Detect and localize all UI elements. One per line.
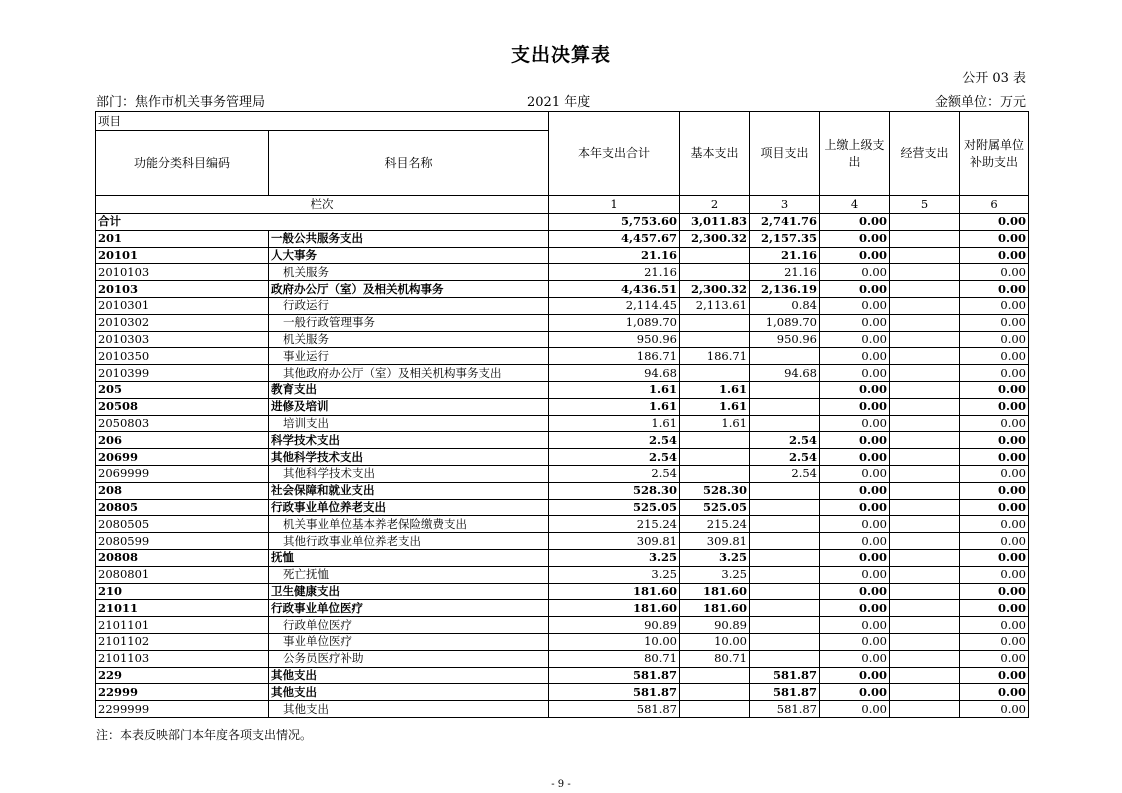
- row-value-col3: [750, 617, 820, 634]
- row-value-col2: 528.30: [680, 482, 750, 499]
- row-value-col6: 0.00: [960, 549, 1029, 566]
- row-name: 机关服务: [269, 264, 549, 281]
- table-row: [96, 566, 1029, 583]
- row-value-col2: 525.05: [680, 499, 750, 516]
- row-value-col4: 0.00: [820, 566, 890, 583]
- table-row: [96, 264, 1029, 281]
- table-row: [96, 214, 1029, 231]
- row-value-col3: [750, 415, 820, 432]
- table-row: [96, 701, 1029, 718]
- row-name: 其他支出: [269, 701, 549, 718]
- row-value-col2: 1.61: [680, 398, 750, 415]
- header-row-project: [96, 112, 1029, 131]
- row-value-col3: 581.87: [750, 667, 820, 684]
- row-code: 2080801: [96, 566, 269, 583]
- row-value-col3: [750, 482, 820, 499]
- row-value-col1: 94.68: [549, 365, 680, 382]
- table-row: [96, 348, 1029, 365]
- row-code: 2080599: [96, 533, 269, 550]
- row-value-col1: 4,457.67: [549, 230, 680, 247]
- row-value-col3: 94.68: [750, 365, 820, 382]
- row-code: 20103: [96, 281, 269, 298]
- table-row: [96, 297, 1029, 314]
- row-value-col3: [750, 398, 820, 415]
- row-name: 死亡抚恤: [269, 566, 549, 583]
- row-value-col2: 80.71: [680, 650, 750, 667]
- row-value-col4: 0.00: [820, 247, 890, 264]
- row-value-col4: 0.00: [820, 499, 890, 516]
- row-value-col4: 0.00: [820, 432, 890, 449]
- row-value-col1: 90.89: [549, 617, 680, 634]
- row-value-col4: 0.00: [820, 600, 890, 617]
- row-value-col1: 2.54: [549, 432, 680, 449]
- row-name: 行政运行: [269, 297, 549, 314]
- row-code: 2080505: [96, 516, 269, 533]
- row-value-col3: 2,741.76: [750, 214, 820, 231]
- row-value-col5: [890, 230, 960, 247]
- row-value-col1: 3.25: [549, 549, 680, 566]
- row-value-col2: [680, 247, 750, 264]
- row-value-col6: 0.00: [960, 449, 1029, 466]
- row-value-col4: 0.00: [820, 533, 890, 550]
- row-value-col2: 1.61: [680, 415, 750, 432]
- row-value-col3: 2.54: [750, 432, 820, 449]
- row-value-col2: 10.00: [680, 633, 750, 650]
- row-value-col6: 0.00: [960, 432, 1029, 449]
- row-value-col2: 309.81: [680, 533, 750, 550]
- row-value-col5: [890, 499, 960, 516]
- row-value-col5: [890, 398, 960, 415]
- column-number-row: [96, 196, 1029, 214]
- row-value-col2: 2,300.32: [680, 230, 750, 247]
- row-name: 其他科学技术支出: [269, 465, 549, 482]
- fiscal-year: 2021 年度: [527, 95, 591, 110]
- row-code: 20808: [96, 549, 269, 566]
- row-name: 卫生健康支出: [269, 583, 549, 600]
- table-row: [96, 314, 1029, 331]
- row-value-col6: 0.00: [960, 667, 1029, 684]
- row-value-col1: 10.00: [549, 633, 680, 650]
- row-code: 20805: [96, 499, 269, 516]
- col-num-3: 3: [750, 196, 820, 214]
- row-value-col3: [750, 633, 820, 650]
- row-value-col4: 0.00: [820, 617, 890, 634]
- row-name: 事业运行: [269, 348, 549, 365]
- row-value-col2: [680, 365, 750, 382]
- row-name: 政府办公厅（室）及相关机构事务: [269, 281, 549, 298]
- row-value-col5: [890, 684, 960, 701]
- table-row: [96, 465, 1029, 482]
- row-value-col6: 0.00: [960, 701, 1029, 718]
- row-code: 201: [96, 230, 269, 247]
- row-value-col2: [680, 667, 750, 684]
- page-number: - 9 -: [551, 779, 571, 790]
- page-title: 支出决算表: [510, 44, 611, 66]
- row-code: 2010303: [96, 331, 269, 348]
- row-value-col3: 21.16: [750, 264, 820, 281]
- row-code: 2101101: [96, 617, 269, 634]
- row-value-col2: 2,300.32: [680, 281, 750, 298]
- row-value-col4: 0.00: [820, 516, 890, 533]
- table-row: [96, 617, 1029, 634]
- row-value-col4: 0.00: [820, 264, 890, 281]
- table-row: [96, 684, 1029, 701]
- row-value-col5: [890, 297, 960, 314]
- row-value-col4: 0.00: [820, 381, 890, 398]
- row-value-col6: 0.00: [960, 583, 1029, 600]
- row-name: 社会保障和就业支出: [269, 482, 549, 499]
- row-value-col3: [750, 533, 820, 550]
- table-row: [96, 432, 1029, 449]
- row-value-col3: [750, 348, 820, 365]
- row-code: 229: [96, 667, 269, 684]
- row-value-col1: 186.71: [549, 348, 680, 365]
- row-value-col2: 2,113.61: [680, 297, 750, 314]
- row-value-col6: 0.00: [960, 516, 1029, 533]
- row-name: 机关事业单位基本养老保险缴费支出: [269, 516, 549, 533]
- row-value-col1: 181.60: [549, 583, 680, 600]
- row-value-col2: [680, 465, 750, 482]
- row-value-col6: 0.00: [960, 365, 1029, 382]
- table-row: [96, 281, 1029, 298]
- table-row: [96, 549, 1029, 566]
- row-value-col5: [890, 533, 960, 550]
- row-value-col6: 0.00: [960, 482, 1029, 499]
- row-value-col2: [680, 449, 750, 466]
- row-value-col5: [890, 264, 960, 281]
- col-num-4: 4: [820, 196, 890, 214]
- row-value-col4: 0.00: [820, 415, 890, 432]
- row-value-col1: 581.87: [549, 684, 680, 701]
- row-name: 一般公共服务支出: [269, 230, 549, 247]
- row-value-col2: 90.89: [680, 617, 750, 634]
- row-value-col1: 80.71: [549, 650, 680, 667]
- col-num-1: 1: [549, 196, 680, 214]
- row-value-col4: 0.00: [820, 583, 890, 600]
- row-code: 210: [96, 583, 269, 600]
- row-name: 行政单位医疗: [269, 617, 549, 634]
- table-row: [96, 516, 1029, 533]
- row-value-col5: [890, 432, 960, 449]
- table-row: [96, 482, 1029, 499]
- header-subsidy: 对附属单位补助支出: [960, 112, 1029, 196]
- row-value-col5: [890, 482, 960, 499]
- row-code: 2010350: [96, 348, 269, 365]
- row-value-col5: [890, 415, 960, 432]
- row-value-col5: [890, 600, 960, 617]
- row-value-col5: [890, 331, 960, 348]
- row-value-col4: 0.00: [820, 297, 890, 314]
- row-value-col1: 528.30: [549, 482, 680, 499]
- row-value-col3: [750, 583, 820, 600]
- row-value-col3: 950.96: [750, 331, 820, 348]
- row-value-col1: 1.61: [549, 398, 680, 415]
- row-value-col3: 2.54: [750, 449, 820, 466]
- table-row: [96, 667, 1029, 684]
- header-total: 本年支出合计: [549, 112, 680, 196]
- row-value-col5: [890, 633, 960, 650]
- row-value-col6: 0.00: [960, 314, 1029, 331]
- row-value-col4: 0.00: [820, 348, 890, 365]
- table-row: [96, 398, 1029, 415]
- row-label: 合计: [96, 214, 549, 231]
- row-value-col3: 2.54: [750, 465, 820, 482]
- row-value-col3: [750, 499, 820, 516]
- row-value-col5: [890, 650, 960, 667]
- row-value-col2: 3,011.83: [680, 214, 750, 231]
- row-code: 2299999: [96, 701, 269, 718]
- row-value-col1: 581.87: [549, 701, 680, 718]
- row-value-col4: 0.00: [820, 449, 890, 466]
- row-value-col6: 0.00: [960, 247, 1029, 264]
- row-value-col4: 0.00: [820, 281, 890, 298]
- row-value-col5: [890, 214, 960, 231]
- table-row: [96, 365, 1029, 382]
- row-code: 20699: [96, 449, 269, 466]
- row-value-col3: [750, 381, 820, 398]
- row-code: 2010301: [96, 297, 269, 314]
- row-value-col3: 1,089.70: [750, 314, 820, 331]
- row-value-col6: 0.00: [960, 684, 1029, 701]
- row-value-col1: 525.05: [549, 499, 680, 516]
- table-row: [96, 650, 1029, 667]
- row-value-col1: 21.16: [549, 247, 680, 264]
- row-value-col1: 1.61: [549, 381, 680, 398]
- row-value-col6: 0.00: [960, 381, 1029, 398]
- row-value-col6: 0.00: [960, 415, 1029, 432]
- col-num-2: 2: [680, 196, 750, 214]
- row-value-col5: [890, 281, 960, 298]
- table-row: [96, 331, 1029, 348]
- row-value-col2: 181.60: [680, 600, 750, 617]
- row-value-col5: [890, 348, 960, 365]
- row-value-col1: 4,436.51: [549, 281, 680, 298]
- row-value-col2: 181.60: [680, 583, 750, 600]
- row-code: 208: [96, 482, 269, 499]
- row-value-col2: [680, 684, 750, 701]
- row-value-col2: [680, 432, 750, 449]
- row-value-col3: 2,157.35: [750, 230, 820, 247]
- row-name: 其他政府办公厅（室）及相关机构事务支出: [269, 365, 549, 382]
- row-value-col4: 0.00: [820, 633, 890, 650]
- row-name: 抚恤: [269, 549, 549, 566]
- row-value-col4: 0.00: [820, 314, 890, 331]
- row-code: 2010103: [96, 264, 269, 281]
- row-code: 22999: [96, 684, 269, 701]
- row-code: 2050803: [96, 415, 269, 432]
- table-row: [96, 230, 1029, 247]
- row-value-col1: 3.25: [549, 566, 680, 583]
- row-value-col5: [890, 583, 960, 600]
- row-value-col4: 0.00: [820, 667, 890, 684]
- row-value-col4: 0.00: [820, 331, 890, 348]
- row-name: 培训支出: [269, 415, 549, 432]
- header-basic: 基本支出: [680, 112, 750, 196]
- row-code: 20508: [96, 398, 269, 415]
- row-name: 公务员医疗补助: [269, 650, 549, 667]
- table-row: [96, 415, 1029, 432]
- form-number: 公开 03 表: [962, 71, 1026, 86]
- row-value-col5: [890, 516, 960, 533]
- table-row: [96, 533, 1029, 550]
- row-value-col6: 0.00: [960, 650, 1029, 667]
- row-value-col6: 0.00: [960, 398, 1029, 415]
- table-row: [96, 449, 1029, 466]
- row-value-col4: 0.00: [820, 650, 890, 667]
- row-name: 行政事业单位医疗: [269, 600, 549, 617]
- row-value-col5: [890, 701, 960, 718]
- row-name: 事业单位医疗: [269, 633, 549, 650]
- row-value-col6: 0.00: [960, 600, 1029, 617]
- column-label: 栏次: [96, 196, 549, 214]
- row-value-col2: [680, 331, 750, 348]
- row-name: 其他科学技术支出: [269, 449, 549, 466]
- row-value-col5: [890, 617, 960, 634]
- row-value-col4: 0.00: [820, 230, 890, 247]
- row-value-col2: 186.71: [680, 348, 750, 365]
- row-value-col5: [890, 314, 960, 331]
- row-value-col3: [750, 566, 820, 583]
- row-value-col5: [890, 449, 960, 466]
- row-value-col5: [890, 247, 960, 264]
- row-value-col2: [680, 314, 750, 331]
- row-value-col2: [680, 701, 750, 718]
- row-value-col4: 0.00: [820, 214, 890, 231]
- row-value-col4: 0.00: [820, 701, 890, 718]
- row-value-col4: 0.00: [820, 684, 890, 701]
- row-code: 20101: [96, 247, 269, 264]
- department-label: 部门：焦作市机关事务管理局: [96, 95, 266, 110]
- row-value-col5: [890, 566, 960, 583]
- row-value-col3: [750, 600, 820, 617]
- col-num-6: 6: [960, 196, 1029, 214]
- header-code: 功能分类科目编码: [96, 131, 269, 196]
- row-value-col1: 5,753.60: [549, 214, 680, 231]
- row-value-col3: [750, 650, 820, 667]
- row-value-col6: 0.00: [960, 617, 1029, 634]
- row-value-col3: 581.87: [750, 701, 820, 718]
- row-value-col6: 0.00: [960, 499, 1029, 516]
- row-value-col5: [890, 365, 960, 382]
- row-name: 科学技术支出: [269, 432, 549, 449]
- row-value-col3: 581.87: [750, 684, 820, 701]
- row-code: 2101103: [96, 650, 269, 667]
- row-value-col5: [890, 549, 960, 566]
- row-value-col6: 0.00: [960, 264, 1029, 281]
- header-upper: 上缴上级支出: [820, 112, 890, 196]
- row-value-col1: 1,089.70: [549, 314, 680, 331]
- row-name: 机关服务: [269, 331, 549, 348]
- row-code: 2069999: [96, 465, 269, 482]
- row-value-col6: 0.00: [960, 297, 1029, 314]
- row-code: 205: [96, 381, 269, 398]
- table-row: [96, 381, 1029, 398]
- table-row: [96, 633, 1029, 650]
- row-value-col4: 0.00: [820, 465, 890, 482]
- row-value-col3: 2,136.19: [750, 281, 820, 298]
- row-code: 2010302: [96, 314, 269, 331]
- row-name: 一般行政管理事务: [269, 314, 549, 331]
- row-value-col1: 2.54: [549, 449, 680, 466]
- row-name: 行政事业单位养老支出: [269, 499, 549, 516]
- table-row: [96, 247, 1029, 264]
- row-value-col6: 0.00: [960, 566, 1029, 583]
- row-value-col1: 21.16: [549, 264, 680, 281]
- row-value-col3: [750, 516, 820, 533]
- table-row: [96, 583, 1029, 600]
- footnote: 注：本表反映部门本年度各项支出情况。: [96, 728, 313, 742]
- row-value-col2: 3.25: [680, 549, 750, 566]
- row-value-col2: 1.61: [680, 381, 750, 398]
- row-value-col1: 581.87: [549, 667, 680, 684]
- row-value-col2: 3.25: [680, 566, 750, 583]
- row-name: 其他支出: [269, 667, 549, 684]
- header-name: 科目名称: [269, 131, 549, 196]
- row-value-col1: 181.60: [549, 600, 680, 617]
- row-value-col2: 215.24: [680, 516, 750, 533]
- row-name: 教育支出: [269, 381, 549, 398]
- header-business: 经营支出: [890, 112, 960, 196]
- row-value-col6: 0.00: [960, 281, 1029, 298]
- row-value-col6: 0.00: [960, 465, 1029, 482]
- table-body: [96, 112, 1029, 718]
- table-row: [96, 600, 1029, 617]
- row-value-col1: 1.61: [549, 415, 680, 432]
- row-name: 进修及培训: [269, 398, 549, 415]
- row-value-col3: [750, 549, 820, 566]
- row-value-col6: 0.00: [960, 331, 1029, 348]
- row-code: 206: [96, 432, 269, 449]
- row-value-col4: 0.00: [820, 365, 890, 382]
- row-value-col1: 309.81: [549, 533, 680, 550]
- row-value-col2: [680, 264, 750, 281]
- col-num-5: 5: [890, 196, 960, 214]
- row-value-col6: 0.00: [960, 633, 1029, 650]
- row-name: 人大事务: [269, 247, 549, 264]
- row-value-col1: 2,114.45: [549, 297, 680, 314]
- row-value-col1: 950.96: [549, 331, 680, 348]
- row-value-col6: 0.00: [960, 533, 1029, 550]
- row-code: 2101102: [96, 633, 269, 650]
- header-project-expense: 项目支出: [750, 112, 820, 196]
- row-name: 其他支出: [269, 684, 549, 701]
- table-row: [96, 499, 1029, 516]
- row-name: 其他行政事业单位养老支出: [269, 533, 549, 550]
- header-project: 项目: [96, 112, 549, 131]
- row-value-col1: 215.24: [549, 516, 680, 533]
- row-value-col6: 0.00: [960, 230, 1029, 247]
- row-code: 21011: [96, 600, 269, 617]
- row-code: 2010399: [96, 365, 269, 382]
- row-value-col6: 0.00: [960, 348, 1029, 365]
- row-value-col1: 2.54: [549, 465, 680, 482]
- row-value-col4: 0.00: [820, 398, 890, 415]
- row-value-col5: [890, 465, 960, 482]
- row-value-col3: 21.16: [750, 247, 820, 264]
- row-value-col4: 0.00: [820, 482, 890, 499]
- row-value-col6: 0.00: [960, 214, 1029, 231]
- row-value-col4: 0.00: [820, 549, 890, 566]
- row-value-col5: [890, 667, 960, 684]
- expenditure-table: [95, 111, 1029, 718]
- row-value-col3: 0.84: [750, 297, 820, 314]
- amount-unit: 金额单位：万元: [934, 95, 1026, 110]
- row-value-col5: [890, 381, 960, 398]
